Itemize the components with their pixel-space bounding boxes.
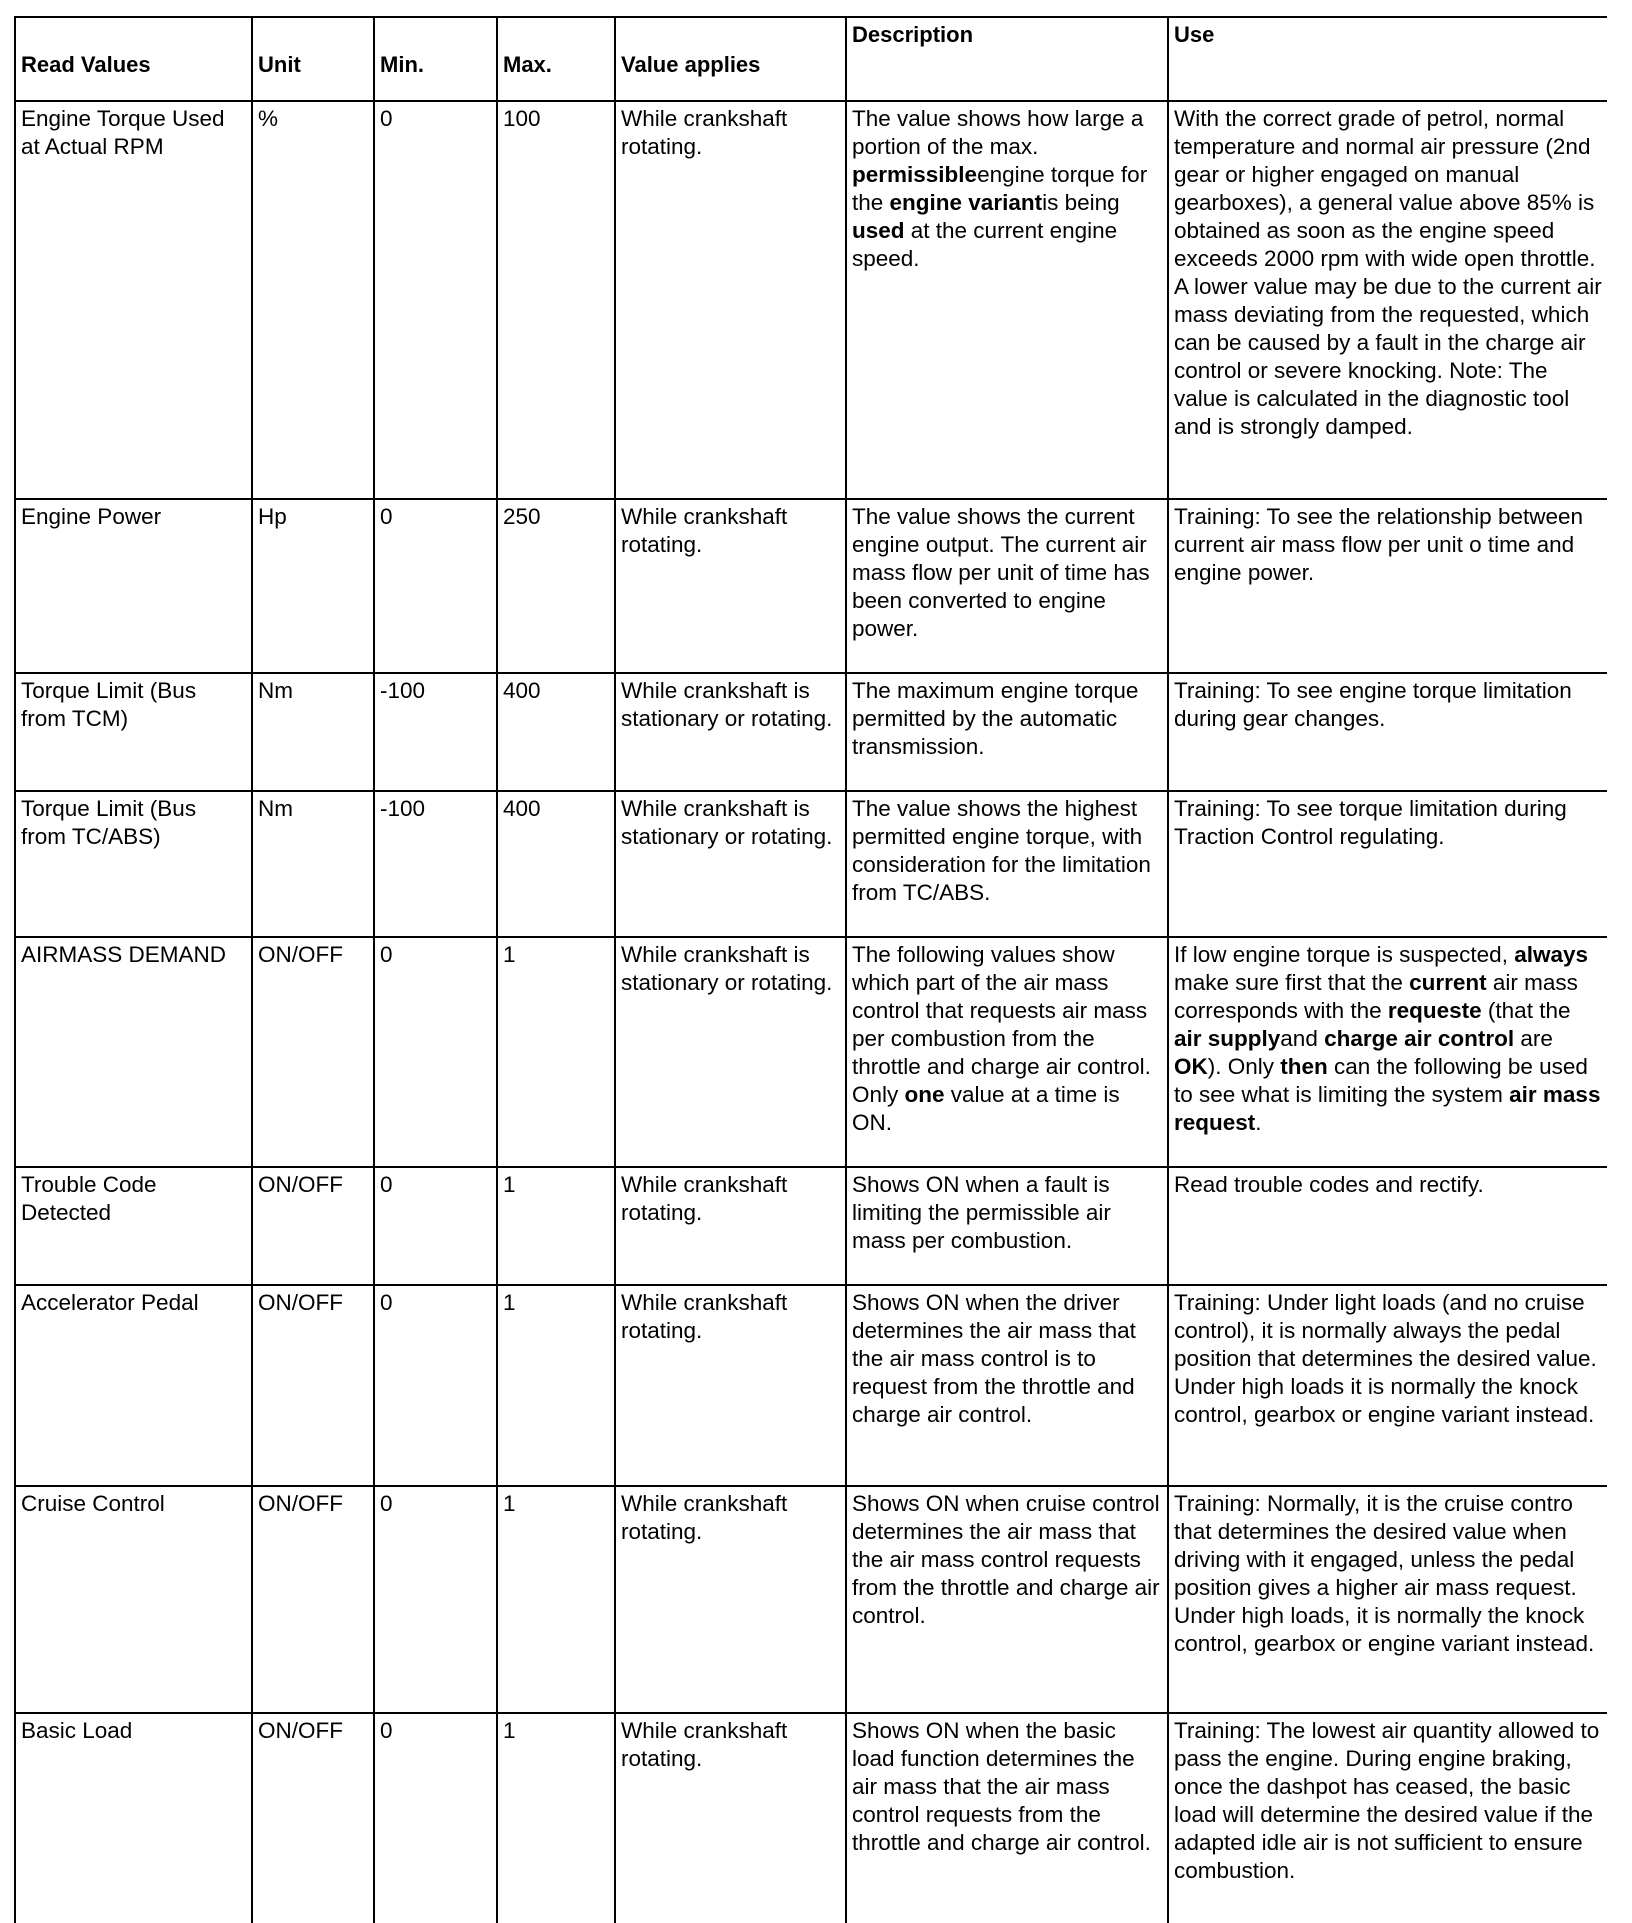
text-run: Training: Normally, it is the cruise contro that determines the desired value when driving with it engaged, unless the pedal position gives a higher air mass request. Under high loads, it is normally the knock control, gearbox or engine variant instead. bbox=[1174, 1491, 1595, 1656]
text-run: Training: The lowest air quantity allowed to pass the engine. During engine braking, once the dashpot has ceased, the basic load will determine the desired value if the adapted idle air is not sufficient to ensure combustion. bbox=[1174, 1718, 1600, 1883]
unit-cell: Nm bbox=[252, 791, 374, 937]
table-row bbox=[15, 1285, 1607, 1486]
text-run: Training: To see engine torque limitation during gear changes. bbox=[1174, 678, 1572, 731]
read-value-name: Accelerator Pedal bbox=[15, 1285, 252, 1486]
table-row bbox=[15, 1486, 1607, 1713]
description-cell bbox=[846, 1486, 1168, 1713]
unit-cell: Hp bbox=[252, 499, 374, 673]
header-max: Max. bbox=[497, 17, 615, 101]
text-run: The value shows how large a portion of the max. bbox=[852, 106, 1144, 159]
text-run: Read trouble codes and rectify. bbox=[1174, 1172, 1484, 1197]
unit-cell: ON/OFF bbox=[252, 937, 374, 1167]
read-value-name: Torque Limit (Bus from TC/ABS) bbox=[15, 791, 252, 937]
header-min: Min. bbox=[374, 17, 497, 101]
max-cell: 1 bbox=[497, 1285, 615, 1486]
read-value-name: Engine Power bbox=[15, 499, 252, 673]
max-cell: 250 bbox=[497, 499, 615, 673]
description-cell bbox=[846, 1167, 1168, 1285]
text-run: is being bbox=[1042, 190, 1120, 215]
description-cell bbox=[846, 673, 1168, 791]
text-run: Training: Under light loads (and no cruise control), it is normally always the pedal position that determines the desired value. Under high loads it is normally the knock control, gearbox or engine variant instead. bbox=[1174, 1290, 1597, 1427]
text-run: Training: To see the relationship between current air mass flow per unit o time and engine power. bbox=[1174, 504, 1584, 585]
max-cell: 100 bbox=[497, 101, 615, 499]
description-cell bbox=[846, 101, 1168, 499]
text-run: make sure first that the bbox=[1174, 970, 1410, 995]
min-cell: 0 bbox=[374, 1713, 497, 1923]
text-run: The maximum engine torque permitted by the automatic transmission. bbox=[852, 678, 1139, 759]
read-value-name: Engine Torque Used at Actual RPM bbox=[15, 101, 252, 499]
text-run: If low engine torque is suspected, bbox=[1174, 942, 1515, 967]
read-value-name: AIRMASS DEMAND bbox=[15, 937, 252, 1167]
min-cell: 0 bbox=[374, 1486, 497, 1713]
unit-cell: ON/OFF bbox=[252, 1486, 374, 1713]
max-cell: 400 bbox=[497, 791, 615, 937]
min-cell: 0 bbox=[374, 1285, 497, 1486]
bold-text: then bbox=[1280, 1054, 1328, 1079]
unit-cell: ON/OFF bbox=[252, 1167, 374, 1285]
unit-cell: ON/OFF bbox=[252, 1285, 374, 1486]
read-values-table bbox=[14, 16, 1607, 1923]
text-run: The following values show which part of the air mass control that requests air mass per combustion from the throttle and charge air control. Only bbox=[852, 942, 1151, 1107]
max-cell: 1 bbox=[497, 1167, 615, 1285]
text-run: can the following be used to see what is limiting the system bbox=[1174, 1054, 1588, 1107]
bold-text: permissible bbox=[852, 162, 978, 187]
bold-text: engine variant bbox=[889, 190, 1043, 215]
table-row bbox=[15, 791, 1607, 937]
description-cell bbox=[846, 791, 1168, 937]
text-run: The value shows the highest permitted engine torque, with consideration for the limitation from TC/ABS. bbox=[852, 796, 1151, 905]
value-applies-cell: While crankshaft rotating. bbox=[615, 1285, 846, 1486]
bold-text: air mass request bbox=[1174, 1082, 1601, 1135]
use-cell bbox=[1168, 1486, 1607, 1713]
table-row bbox=[15, 101, 1607, 499]
header-use: Use bbox=[1168, 17, 1607, 101]
text-run: engine torque for the bbox=[852, 162, 1148, 215]
text-run: The value shows the current engine output. The current air mass flow per unit of time has been converted to engine power. bbox=[852, 504, 1150, 641]
bold-text: requeste bbox=[1387, 998, 1482, 1023]
text-run: Shows ON when the basic load function determines the air mass that the air mass control requests from the throttle and charge air control. bbox=[852, 1718, 1151, 1855]
use-cell bbox=[1168, 1285, 1607, 1486]
min-cell: 0 bbox=[374, 937, 497, 1167]
text-run: value at a time is ON. bbox=[852, 1082, 1120, 1135]
min-cell: 0 bbox=[374, 499, 497, 673]
table-row bbox=[15, 1167, 1607, 1285]
text-run: . bbox=[1255, 1110, 1262, 1135]
text-run: at the current engine speed. bbox=[852, 218, 1118, 271]
use-cell bbox=[1168, 937, 1607, 1167]
max-cell: 1 bbox=[497, 1713, 615, 1923]
description-cell bbox=[846, 499, 1168, 673]
bold-text: current bbox=[1409, 970, 1487, 995]
table-row bbox=[15, 937, 1607, 1167]
table-row bbox=[15, 673, 1607, 791]
text-run: Shows ON when cruise control determines the air mass that the air mass control requests from the throttle and charge air control. bbox=[852, 1491, 1160, 1628]
value-applies-cell: While crankshaft rotating. bbox=[615, 1713, 846, 1923]
text-run: Training: To see torque limitation during Traction Control regulating. bbox=[1174, 796, 1567, 849]
bold-text: air supply bbox=[1174, 1026, 1281, 1051]
table-row bbox=[15, 1713, 1607, 1923]
text-run: (that the bbox=[1481, 998, 1571, 1023]
min-cell: -100 bbox=[374, 791, 497, 937]
read-value-name: Trouble Code Detected bbox=[15, 1167, 252, 1285]
header-description: Description bbox=[846, 17, 1168, 101]
bold-text: one bbox=[904, 1082, 945, 1107]
use-cell bbox=[1168, 101, 1607, 499]
use-cell bbox=[1168, 791, 1607, 937]
bold-text: charge air control bbox=[1324, 1026, 1515, 1051]
use-cell bbox=[1168, 673, 1607, 791]
unit-cell: % bbox=[252, 101, 374, 499]
bold-text: used bbox=[852, 218, 905, 243]
header-row bbox=[15, 17, 1607, 101]
max-cell: 1 bbox=[497, 1486, 615, 1713]
use-cell bbox=[1168, 1713, 1607, 1923]
value-applies-cell: While crankshaft rotating. bbox=[615, 1486, 846, 1713]
unit-cell: Nm bbox=[252, 673, 374, 791]
text-run: air mass corresponds with the bbox=[1174, 970, 1578, 1023]
header-value-applies: Value applies bbox=[615, 17, 846, 101]
use-cell bbox=[1168, 499, 1607, 673]
max-cell: 400 bbox=[497, 673, 615, 791]
read-value-name: Cruise Control bbox=[15, 1486, 252, 1713]
min-cell: 0 bbox=[374, 101, 497, 499]
min-cell: -100 bbox=[374, 673, 497, 791]
text-run: Shows ON when a fault is limiting the permissible air mass per combustion. bbox=[852, 1172, 1111, 1253]
header-unit: Unit bbox=[252, 17, 374, 101]
use-cell bbox=[1168, 1167, 1607, 1285]
max-cell: 1 bbox=[497, 937, 615, 1167]
unit-cell: ON/OFF bbox=[252, 1713, 374, 1923]
text-run: are bbox=[1514, 1026, 1553, 1051]
value-applies-cell: While crankshaft is stationary or rotating. bbox=[615, 673, 846, 791]
text-run: With the correct grade of petrol, normal temperature and normal air pressure (2nd gear or higher engaged on manual gearboxes), a general value above 85% is obtained as soon as the engine speed exceeds 2000 rpm with wide open throttle. A lower value may be due to the current air mass deviating from the requested, which can be caused by a fault in the charge air control or severe knocking. Note: The value is calculated in the diagnostic tool and is strongly damped. bbox=[1174, 106, 1602, 439]
bold-text: always bbox=[1514, 942, 1589, 967]
text-run: ). Only bbox=[1207, 1054, 1281, 1079]
value-applies-cell: While crankshaft rotating. bbox=[615, 499, 846, 673]
header-read-values: Read Values bbox=[15, 17, 252, 101]
value-applies-cell: While crankshaft is stationary or rotating. bbox=[615, 937, 846, 1167]
value-applies-cell: While crankshaft rotating. bbox=[615, 101, 846, 499]
description-cell bbox=[846, 937, 1168, 1167]
value-applies-cell: While crankshaft rotating. bbox=[615, 1167, 846, 1285]
description-cell bbox=[846, 1285, 1168, 1486]
min-cell: 0 bbox=[374, 1167, 497, 1285]
bold-text: OK bbox=[1174, 1054, 1208, 1079]
text-run: and bbox=[1280, 1026, 1325, 1051]
table-row bbox=[15, 499, 1607, 673]
read-value-name: Basic Load bbox=[15, 1713, 252, 1923]
value-applies-cell: While crankshaft is stationary or rotating. bbox=[615, 791, 846, 937]
text-run: Shows ON when the driver determines the air mass that the air mass control is to request from the throttle and charge air control. bbox=[852, 1290, 1136, 1427]
description-cell bbox=[846, 1713, 1168, 1923]
read-value-name: Torque Limit (Bus from TCM) bbox=[15, 673, 252, 791]
